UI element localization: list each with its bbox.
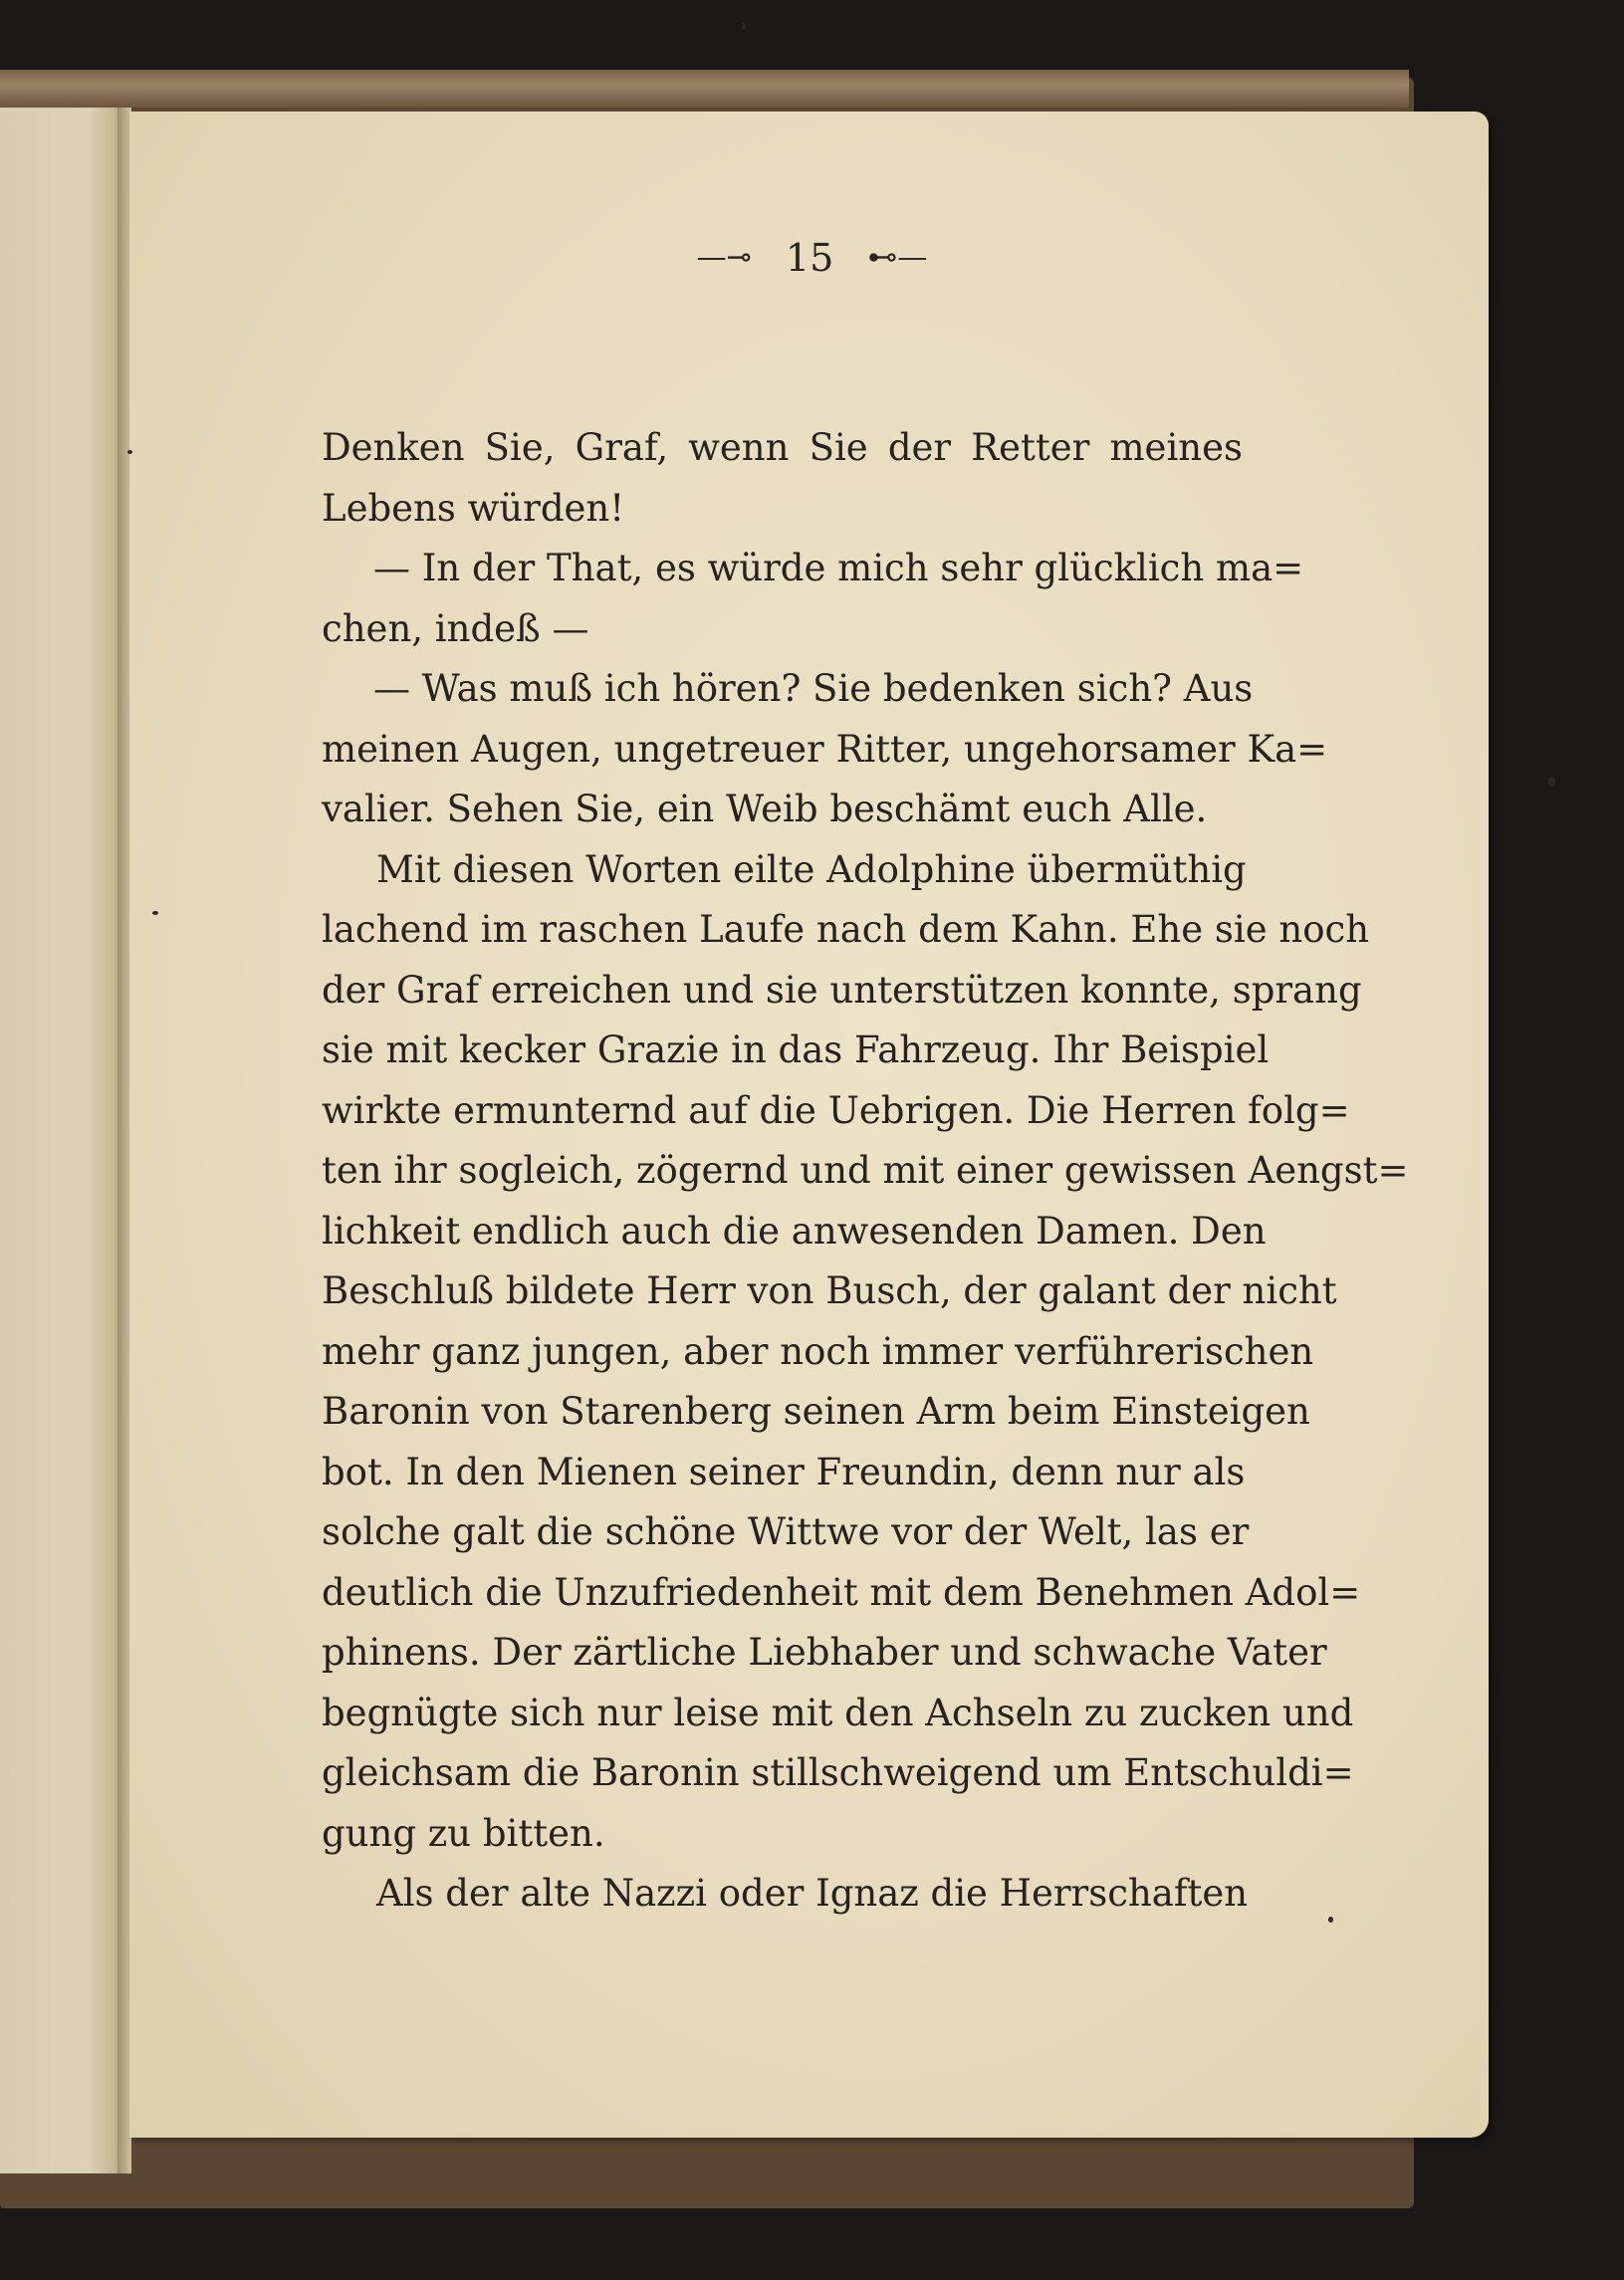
body-text (322, 418, 1409, 1925)
page-number: 15 (785, 235, 834, 280)
text-line: mehr ganz jungen, aber noch immer verführerischen (322, 1329, 1314, 1373)
text-line: valier. Sehen Sie, ein Weib beschämt euch Alle. (322, 788, 1208, 830)
text-line: gung zu bitten. (322, 1811, 605, 1855)
text-line: meinen Augen, ungetreuer Ritter, ungehorsamer Ka= (322, 727, 1328, 771)
left-flourish-ornament: —⊸ (696, 240, 752, 275)
left-page-edge (0, 108, 125, 2173)
text-line: begnügte sich nur leise mit den Achseln zu zucken und (322, 1691, 1354, 1734)
right-flourish-ornament: ⊷— (867, 240, 928, 275)
page-header (0, 232, 1624, 280)
paper-speck (152, 911, 158, 915)
paper-speck (127, 450, 132, 454)
text-line: chen, indeß — (322, 606, 589, 650)
text-line: lachend im raschen Laufe nach dem Kahn. Ehe sie noch (322, 908, 1370, 951)
paper-speck (742, 23, 746, 30)
text-line: sie mit kecker Grazie in das Fahrzeug. Ihr Beispiel (322, 1028, 1270, 1071)
text-line: phinens. Der zärtliche Liebhaber und schwache Vater (322, 1631, 1327, 1674)
book-spine-edge (0, 70, 1409, 108)
text-line: Als der alte Nazzi oder Ignaz die Herrschaften (376, 1872, 1249, 1915)
text-line: — Was muß ich hören? Sie bedenken sich? Aus (373, 667, 1254, 710)
text-line: wirkte ermunternd auf die Uebrigen. Die Herren folg= (322, 1088, 1350, 1132)
text-line: Denken Sie, Graf, wenn Sie der Retter meines (322, 426, 1243, 469)
paper-speck (1548, 777, 1555, 788)
text-line: lichkeit endlich auch die anwesenden Damen. Den (322, 1209, 1267, 1253)
text-line: Lebens würden! (322, 486, 625, 530)
text-line: deutlich die Unzufriedenheit mit dem Benehmen Adol= (322, 1570, 1361, 1614)
paper-speck (1328, 1917, 1333, 1923)
text-line: Baronin von Starenberg seinen Arm beim Einsteigen (322, 1390, 1310, 1433)
text-line: der Graf erreichen und sie unterstützen konnte, sprang (322, 968, 1362, 1012)
text-line: Beschluß bildete Herr von Busch, der galant der nicht (322, 1269, 1337, 1312)
text-line: gleichsam die Baronin stillschweigend um Entschuldi= (322, 1751, 1354, 1794)
text-line: bot. In den Mienen seiner Freundin, denn nur als (322, 1450, 1246, 1493)
text-line: Mit diesen Worten eilte Adolphine übermüthig (376, 847, 1247, 891)
text-line: — In der That, es würde mich sehr glücklich ma= (373, 547, 1304, 589)
text-line: ten ihr sogleich, zögernd und mit einer gewissen Aengst= (322, 1149, 1409, 1192)
text-line: solche galt die schöne Wittwe vor der Welt, las er (322, 1510, 1250, 1553)
